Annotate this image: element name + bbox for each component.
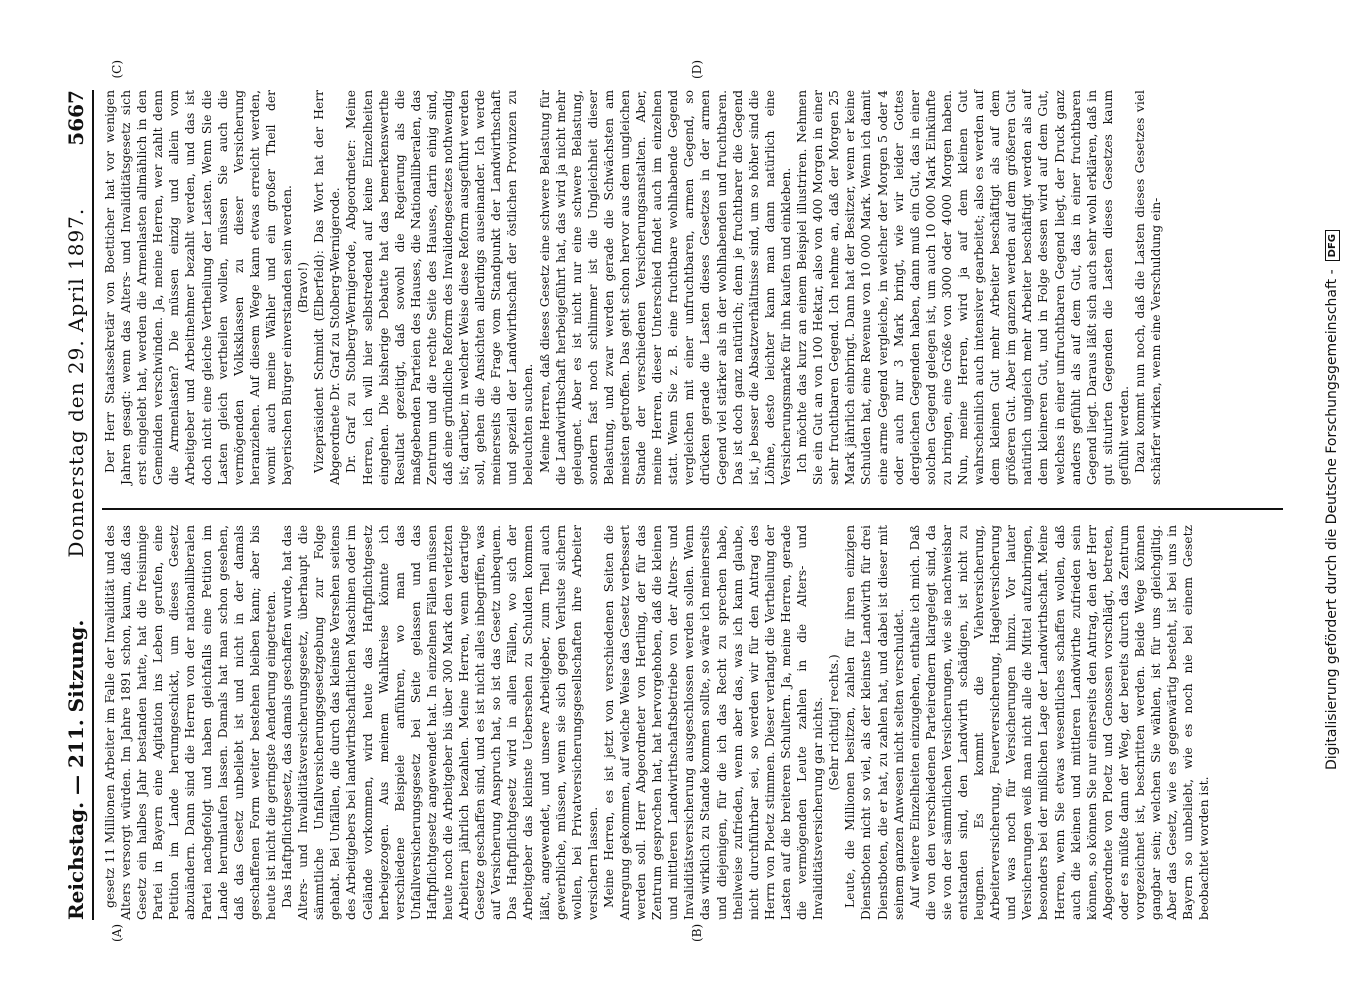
margin-mark-c: (C) [110,60,124,79]
paragraph: Das Haftpflichtgesetz, das damals geschaffen wurde, hat das Alters- und Invaliditätsversicherungsgesetz, überhaupt die sämmtliche Unfallversicherungsgesetzgebung zur Folge gehabt. Bei Unfällen, die durch das kleinste Versehen seitens des Arbeitgebers bei landwirthschaftlichen Maschinen oder im Gelände vorkommen, wird heute das Haftpflichtgesetz herbeigezogen. Aus meinem Wahlkreise könnte ich verschiedene Beispiele anführen, wo man das Unfallversicherungsgesetz bei Seite gelassen und das Haftpflichtgesetz angewendet hat. In einzelnen Fällen müssen heute noch die Arbeitgeber bis über 300 Mark den verletzten Arbeitern jährlich bezahlen. Meine Herren, wenn derartige Gesetze geschaffen sind, und es ist nicht alles inbegriffen, was auf Versicherung Anspruch hat, so ist das Gesetz unbequem. Das Haftpflichtgesetz wird in allen Fällen, wo sich der Arbeitgeber das kleinste Uebersehen zu Schulden kommen läßt, angewendet, und unsere Arbeitgeber, zum Theil auch gewerbliche, müssen, wenn sie sich gegen Verluste sichern wollen, bei Privatversicherungsgesellschaften ihre Arbeiter versichern lassen. [280,525,600,920]
column-divider [102,508,1283,510]
paragraph: Ich möchte das kurz an einem Beispiel illustriren. Nehmen Sie ein Gut an von 100 Hektar, also von 400 Morgen in einer sehr fruchtbaren Gegend. Ich nehme an, daß der Morgen 25 Mark jährlich einbringt. Dann hat der Besitzer, wenn er keine Schulden hat, eine Revenue von 10 000 Mark. Wenn ich damit eine arme Gegend vergleiche, in welcher der Morgen 5 oder 4 oder auch nur 3 Mark bringt, wie wir leider Gottes dergleichen Gegenden haben, dann muß ein Gut, das in einer solchen Gegend gelegen ist, um auch 10 000 Mark Einkünfte zu bringen, eine Größe von 3000 oder 4000 Morgen haben. Nun, meine Herren, wird ja auf dem kleinen Gut wahrscheinlich auch intensiver gearbeitet; also es werden auf dem kleinen Gut mehr Arbeiter beschäftigt als auf dem größeren Gut. Aber im ganzen werden auf dem größeren Gut natürlich ungleich mehr Arbeiter beschäftigt werden als auf dem kleineren Gut, und in Folge dessen wird auf dem Gut, welches in einer unfruchtbaren Gegend liegt, der Druck ganz anders gefühlt als auf dem Gut, das in einer fruchtbaren Gegend liegt. Daraus läßt sich auch sehr wohl erklären, daß in gut situirten Gegenden die Lasten dieses Gesetzes kaum gefühlt werden. [795,90,1131,485]
interjection: (Sehr richtig! rechts.) [827,654,842,791]
paragraph: Meine Herren, daß dieses Gesetz eine schwere Belastung für die Landwirthschaft herbeigeführt hat, das wird ja nicht mehr geleugnet. Aber es ist nicht nur eine schwere Belastung, sondern fast noch schlimmer ist die Ungleichheit dieser Belastung, und zwar werden gerade die Schwächsten am meisten getroffen. Das geht schon hervor aus dem ungleichen Stande der verschiedenen Versicherungsanstalten. Aber, meine Herren, dieser Unterschied findet auch im einzelnen statt. Wenn Sie z. B. eine fruchtbare wohlhabende Gegend vergleichen mit einer unfruchtbaren, armen Gegend, so drücken gerade die Lasten dieses Gesetzes in der armen Gegend viel stärker als in der wohlhabenden und fruchtbaren. Das ist doch ganz natürlich; denn je fruchtbarer die Gegend ist, je besser die Absatzverhältnisse sind, um so höher sind die Löhne, desto leichter kann man dann natürlich eine Versicherungsmarke für ihn kaufen und einkleben. [537,89,793,485]
paragraph: gesetz 11 Millionen Arbeiter im Falle der Invalidität und des Alters versorgt würden. Im Jahre 1891 schon, kaum, daß das Gesetz ein halbes Jahr bestanden hatte, hat die freisinnige Partei in Bayern eine Agitation ins Leben gerufen, eine Petition im Lande herumgeschickt, um dieses Gesetz abzuändern. Dann sind die Herren von der nationalliberalen Partei nachgefolgt und haben gleichfalls eine Petition im Lande herumlaufen lassen. Damals hat man schon gesehen, daß das Gesetz unbeliebt ist und nicht in der damals geschaffenen Form weiter bestehen bleiben kann; aber bis heute ist nicht die geringste Aenderung eingetreten. [103,525,278,920]
paragraph: Auf weitere Einzelheiten einzugehen, enthalte ich mich. Daß die von den verschiedenen Parteirednern klargelegt sind, da sie von der sämmtlichen Versicherungen, wie sie nachweisbar entstanden sind, den Landwirth schädigen, ist nicht zu leugnen. Es kommt die Viehversicherung, Arbeiterversicherung, Feuerversicherung, Hagelversicherung und was noch für Versicherungen hinzu. Vor lauter Versicherungen weiß man nicht alle die Mittel aufzubringen, besonders bei der mißlichen Lage der Landwirthschaft. Meine Herren, wenn Sie etwas wesentliches schaffen wollen, daß auch die kleinen und mittleren Landwirthe zufrieden sein können, so können Sie nur einerseits den Antrag, den der Herr Abgeordnete von Ploetz und Genossen vorschlägt, betreten, oder es müßte dann der Weg, der bereits durch das Zentrum vorgezeichnet ist, beschritten werden. Beide Wege können gangbar sein; welchen Sie wählen, ist für uns gleichgiltig. Aber das Gesetz, wie es gegenwärtig besteht, ist bei uns in Bayern so unbeliebt, wie es noch nie bei einem Gesetz beobachtet worden ist. [907,525,1212,920]
page-header [60,90,92,920]
paragraph: Vizepräsident Schmidt (Elberfeld): Das Wort hat der Herr Abgeordnete Dr. Graf zu Stolberg-Wernigerode. [312,90,343,485]
paragraph: Der Herr Staatssekretär von Boetticher hat vor wenigen Jahren gesagt: wenn das Alters- und Invaliditätsgesetz sich erst eingelebt hat, werden die Armenlasten allmählich in den Gemeinden verschwinden. Ja, meine Herren, wer zahlt denn die Armenlasten? Die müssen einzig und allein vom Arbeitgeber und Arbeitnehmer bezahlt werden, und das ist doch nicht eine gleiche Vertheilung der Lasten. Wenn Sie die Lasten gleich vertheilen wollen, müssen Sie auch die vermögenden Volksklassen zu dieser Versicherung heranziehen. Auf diesem Wege kann etwas erreicht werden, womit auch meine Wähler und ein großer Theil der bayerischen Bürger einverstanden sein werden. [103,90,295,485]
margin-mark-d: (D) [690,60,704,79]
interjection: (Bravo!) [296,261,311,314]
credit-text: Digitalisierung gefördert durch die Deutsche Forschungsgemeinschaft - [1324,269,1340,771]
paragraph: Dazu kommt nun noch, daß die Lasten dieses Gesetzes viel schärfer wirken, wenn eine Verschuldung ein- [1133,90,1164,485]
page-number: 5667 [64,90,88,146]
dfg-logo: DFG [1325,230,1340,261]
left-column [102,525,1283,920]
paragraph: Meine Herren, es ist jetzt von verschiedenen Seiten die Anregung gekommen, auf welche Weise das Gesetz verbessert werden soll. Herr Abgeordneter von Hertling, der für das Zentrum gesprochen hat, hat hervorgehoben, daß die kleinen und mittleren Landwirthschaftsbetriebe von der Alters- und Invaliditätsversicherung ausgeschlossen werden sollen. Wenn das wirklich zu Stande kommen sollte, so wäre ich meinerseits und diejenigen, für die ich das Recht zu sprechen habe, theilweise zufrieden, wenn aber das, was ich kann glaube, nicht durchführbar sei, so werden wir für den Antrag des Herrn von Ploetz stimmen. Dieser verlangt die Vertheilung der Lasten auf die breiteren Schultern. Ja, meine Herren, gerade die vermögenden Leute zahlen in die Alters- und Invaliditätsversicherung gar nichts. [601,525,826,920]
header-left: Reichstag. — 211. Sitzung. [64,619,88,920]
margin-mark-a: (A) [110,923,124,942]
text-columns [102,90,1283,920]
header-date: Donnerstag den 29. April 1897. [64,207,88,558]
header-rule [92,90,94,920]
paragraph: Leute, die Millionen besitzen, zahlen für ihren einzigen Dienstboten nicht so viel, als der kleinste Landwirth für drei Dienstboten, die er hat, zu zahlen hat, und dabei ist dieser mit seinem ganzen Anwesen nicht selten verschuldet. [843,525,906,920]
digitization-credit [1319,60,1345,940]
right-column [102,90,1283,485]
margin-mark-b: (B) [690,923,704,942]
paragraph: Dr. Graf zu Stolberg-Wernigerode, Abgeordneter: Meine Herren, ich will hier selbstredend auf keine Einzelheiten eingehen. Die bisherige Debatte hat das bemerkenswerthe Resultat gezeitigt, daß sowohl die Regierung als die maßgebenden Parteien des Hauses, die Nationalliberalen, das Zentrum und die rechte Seite des Hauses, darin einig sind, daß eine gründliche Reform des Invalidengesetzes nothwendig ist; darüber, in welcher Weise diese Reform ausgeführt werden soll, gehen die Ansichten allerdings auseinander. Ich werde meinerseits die Frage vom Standpunkt der Landwirthschaft und speziell der Landwirthschaft der östlichen Provinzen zu beleuchten suchen. [344,90,536,485]
